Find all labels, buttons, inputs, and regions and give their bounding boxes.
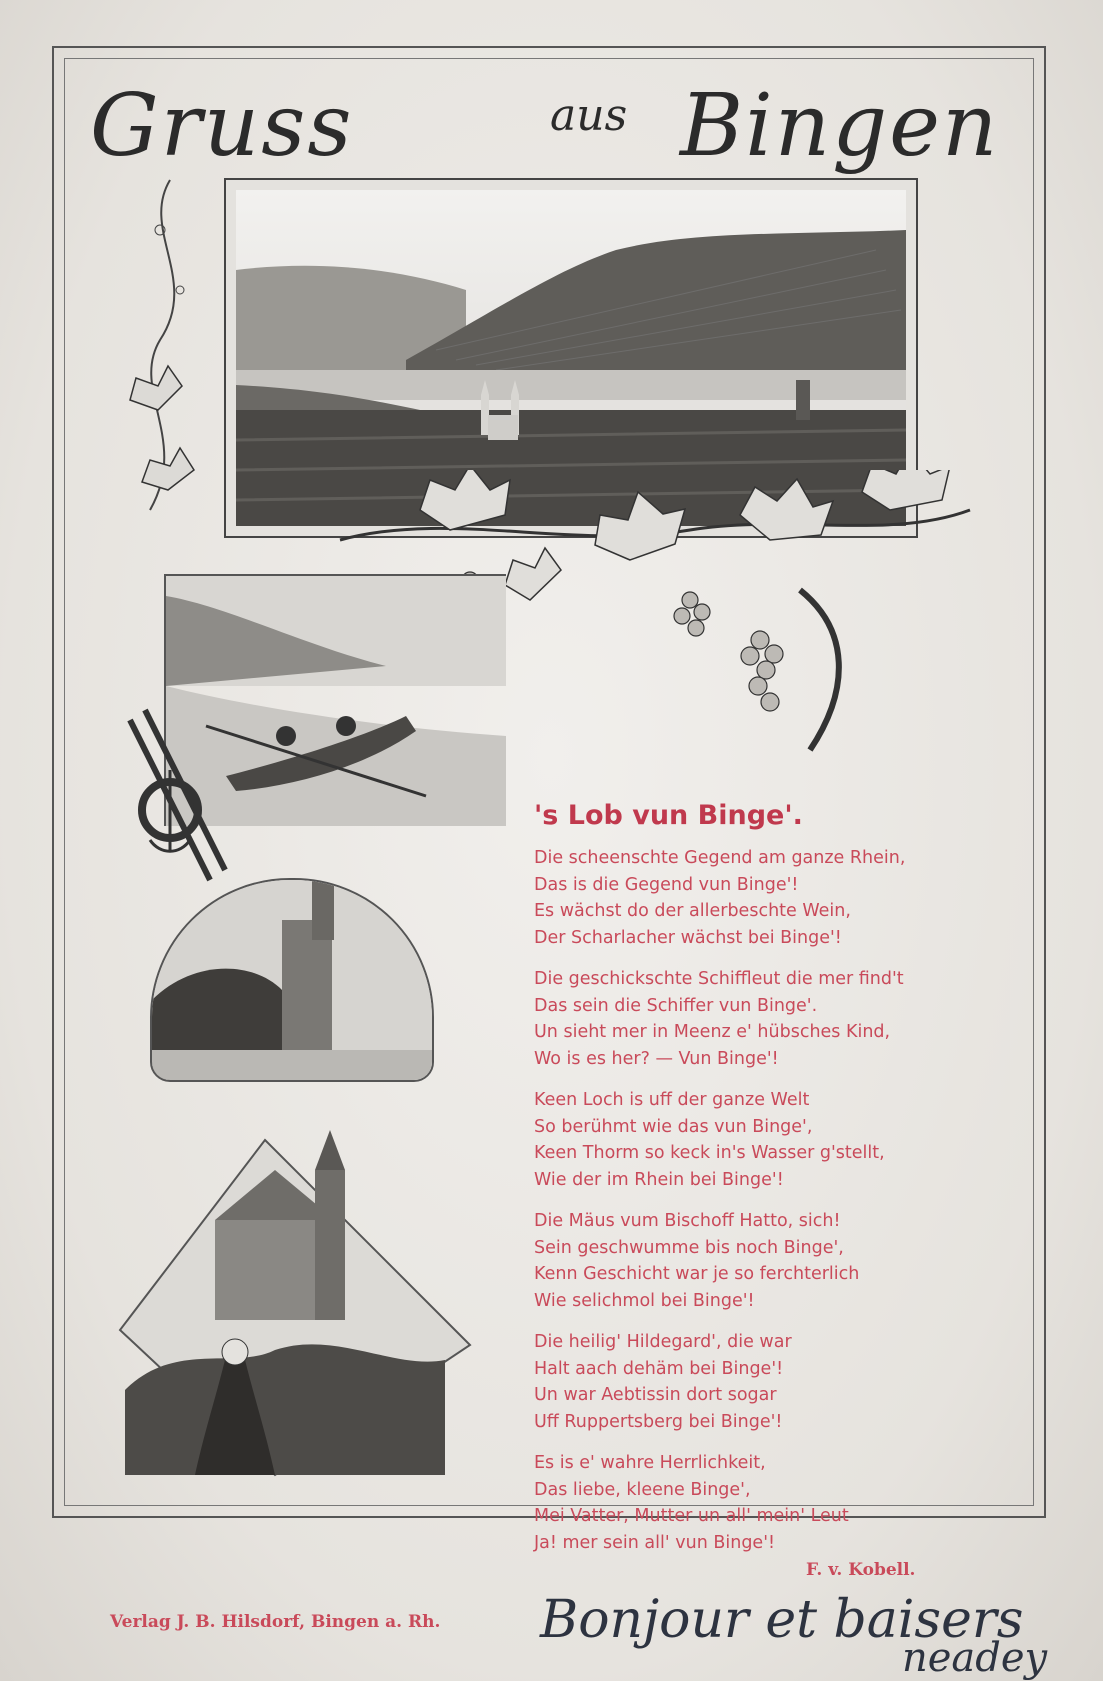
poem-title: 's Lob vun Binge'. xyxy=(534,800,803,831)
poem-line: Es is e' wahre Herrlichkeit, xyxy=(534,1453,766,1473)
poem-author: F. v. Kobell. xyxy=(806,1560,916,1580)
poem-line: Wie der im Rhein bei Binge'! xyxy=(534,1169,784,1190)
publisher-imprint: Verlag J. B. Hilsdorf, Bingen a. Rh. xyxy=(110,1612,441,1632)
handwritten-message-line-2: neadey xyxy=(902,1635,1048,1681)
poem-block xyxy=(534,800,1004,1571)
poem-line: Das liebe, kleene Binge', xyxy=(534,1479,751,1500)
poem-line: Wo is es her? — Vun Binge'! xyxy=(534,1048,779,1069)
poem-stanza-2 xyxy=(534,966,1004,1072)
poem-line: Die geschickschte Schiffleut die mer find't xyxy=(534,969,904,989)
poem-line: Keen Loch is uff der ganze Welt xyxy=(534,1090,810,1110)
poem-line: Sein geschwumme bis noch Binge', xyxy=(534,1237,844,1258)
handwritten-message-line-1: Bonjour et baisers xyxy=(540,1590,1024,1650)
poem-stanza-1 xyxy=(534,845,1004,951)
left-vine-ornament xyxy=(110,170,230,530)
poem-line: Wie selichmol bei Binge'! xyxy=(534,1290,755,1311)
poem-line: Der Scharlacher wächst bei Binge'! xyxy=(534,927,842,948)
poem-line: Kenn Geschicht war je so ferchterlich xyxy=(534,1264,860,1284)
poem-line: Es wächst do der allerbeschte Wein, xyxy=(534,901,851,921)
church-nun-vignette xyxy=(115,1130,475,1480)
poem-line: Ja! mer sein all' vun Binge'! xyxy=(534,1532,776,1553)
poem-line: Un sieht mer in Meenz e' hübsches Kind, xyxy=(534,1022,891,1042)
poem-stanza-4 xyxy=(534,1208,1004,1314)
poem-stanza-3 xyxy=(534,1087,1004,1193)
poem-line: Uff Ruppertsberg bei Binge'! xyxy=(534,1411,783,1432)
poem-line: Die Mäus vum Bischoff Hatto, sich! xyxy=(534,1211,841,1231)
poem-line: Keen Thorm so keck in's Wasser g'stellt, xyxy=(534,1143,885,1163)
anchor-oars-emblem xyxy=(100,700,240,900)
title-word-bingen: Bingen xyxy=(680,76,1000,176)
poem-line: Un war Aebtissin dort sogar xyxy=(534,1385,777,1405)
poem-line: Die heilig' Hildegard', die war xyxy=(534,1332,792,1352)
poem-line: Mei Vatter, Mutter un all' mein' Leut xyxy=(534,1506,849,1526)
poem-stanza-5 xyxy=(534,1329,1004,1435)
poem-line: Das is die Gegend vun Binge'! xyxy=(534,874,799,895)
poem-line: So berühmt wie das vun Binge', xyxy=(534,1116,813,1137)
title-word-aus: aus xyxy=(550,90,628,141)
poem-line: Das sein die Schiffer vun Binge'. xyxy=(534,995,818,1016)
poem-line: Halt aach dehäm bei Binge'! xyxy=(534,1358,784,1379)
poem-line: Die scheenschte Gegend am ganze Rhein, xyxy=(534,848,906,868)
poem-stanza-6 xyxy=(534,1450,1004,1556)
title-word-gruss: Gruss xyxy=(90,76,354,176)
